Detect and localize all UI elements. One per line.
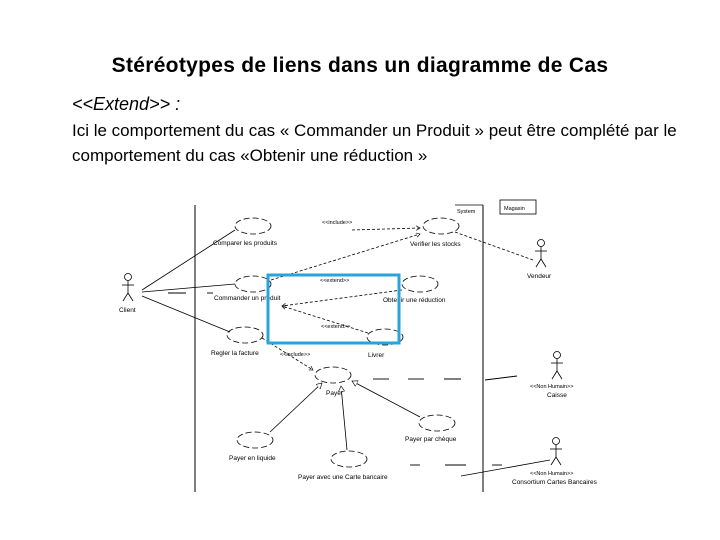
- actor-vendeur: [535, 240, 547, 268]
- extend-highlight-box: [268, 275, 399, 343]
- actor-label-vendeur: Vendeur: [527, 273, 552, 280]
- use-case-label: Regler la facture: [211, 350, 259, 357]
- stereotype-extend-lower: <<extend>>: [321, 324, 351, 330]
- system-label: System: [457, 209, 476, 215]
- use-case-regler: [211, 327, 263, 357]
- use-case-label: Obtenir une réduction: [383, 297, 446, 304]
- use-case-label: Payer par chèque: [405, 436, 457, 443]
- use-case-label: Verifier les stocks: [410, 241, 461, 248]
- actor-client: [122, 274, 134, 302]
- use-case-payer-carte: [298, 451, 388, 481]
- use-case-payer-liquide: [229, 432, 276, 462]
- use-case-label: Payer en liquide: [229, 455, 276, 462]
- use-case-label: Payer avec une Carte bancaire: [298, 474, 388, 481]
- magasin-label: Magasin: [504, 206, 525, 212]
- use-case-payer-cheque: [405, 415, 457, 443]
- stereotype-include-top: <<include>>: [322, 220, 353, 226]
- actor-label-consortium: Consortium Cartes Bancaires: [512, 479, 597, 486]
- actor-stereotype-consortium: <<Non Humain>>: [530, 471, 574, 477]
- association-dashes: [168, 293, 517, 465]
- use-case-label: Livrer: [368, 352, 385, 359]
- use-case-comparer: [213, 218, 278, 247]
- description-text: Ici le comportement du cas « Commander un Produit » peut être complété par le comportement du cas «Obtenir une réduction »: [72, 121, 677, 165]
- use-case-label: Commander un produit: [214, 295, 281, 302]
- generalization-lines: [270, 381, 420, 450]
- stereotype-extend-upper: <<extend>>: [320, 278, 350, 284]
- actor-label-caisse: Caisse: [547, 392, 567, 399]
- actor-consortium: [550, 438, 562, 466]
- stereotype-include-lower: <<include>>: [280, 352, 311, 358]
- actor-caisse: [551, 352, 563, 380]
- use-case-commander: [214, 276, 281, 302]
- subtitle-extend: <<Extend>> :: [72, 94, 181, 114]
- use-case-obtenir: [383, 276, 446, 304]
- use-case-label: Payer: [326, 390, 343, 397]
- actor-label-client: Client: [119, 307, 136, 314]
- use-case-verifier: [410, 218, 461, 248]
- slide-title: Stéréotypes de liens dans un diagramme de Cas: [111, 54, 609, 77]
- use-case-label: Comparer les produits: [213, 240, 277, 247]
- use-case-payer: [315, 367, 351, 397]
- actor-stereotype-caisse: <<Non Humain>>: [530, 384, 574, 390]
